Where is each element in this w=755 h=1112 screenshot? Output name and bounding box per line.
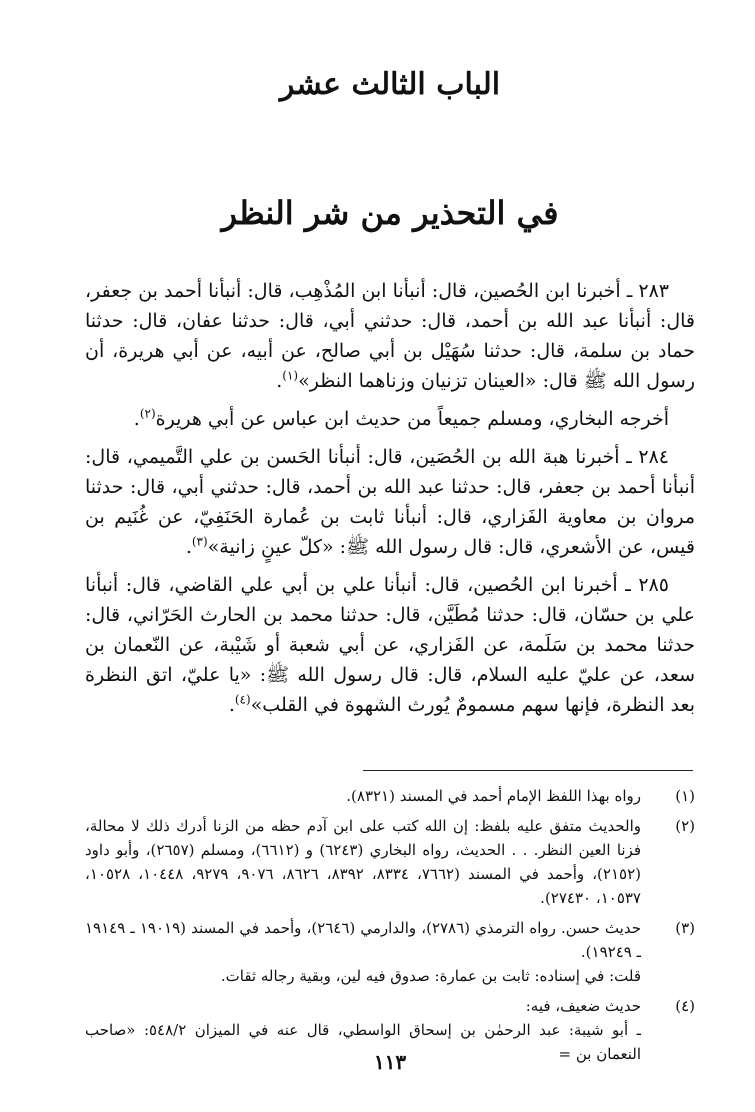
hadith-285 [85, 570, 695, 720]
footnote-number: (٢) [675, 817, 695, 835]
footnote-ref: (٢) [139, 406, 156, 421]
footnote-number: (١) [675, 787, 695, 805]
paragraph-end: . [228, 694, 235, 716]
page-number: ١١٣ [373, 1050, 407, 1074]
takhrij-note [85, 404, 695, 434]
hadith-283 [85, 276, 695, 396]
hadith-284 [85, 442, 695, 562]
footnote-line: حديث ضعيف، فيه: [525, 997, 641, 1015]
footnotes [85, 784, 695, 1072]
footnote-number: (٣) [675, 919, 695, 937]
paragraph-text: ٢٨٥ ـ أخبرنا ابن الحُصين، قال: أنبأنا علي بن أبي علي القاضي، قال: أنبأنا علي بن حسّان، قال: حدثنا مُطَيَّن، قال: حدثنا محمد بن الحارث الحَرّاني، قال: حدثنا محمد بن سَلَمة، عن الفَزاري، عن أبي شعبة أو شَيْبة، عن النّعمان بن سعد، عن عليّ عليه السلام، قال: قال رسول الله ﷺ: «يا عليّ، اتق النظرة بعد النظرة، فإنها سهم مسمومٌ يُورث الشهوة في القلب» [85, 574, 695, 716]
main-text [85, 276, 695, 728]
section-title: في التحذير من شر النظر [221, 194, 559, 232]
footnote-body [85, 916, 641, 988]
footnote-body [85, 814, 641, 910]
footnote-2 [85, 814, 695, 910]
paragraph-text: ٢٨٤ ـ أخبرنا هبة الله بن الحُصَين، قال: أنبأنا الحَسن بن علي التَّميمي، قال: أنبأنا أحمد بن جعفر، قال: حدثنا عبد الله بن أحمد، قال: حدثني أبي، قال: حدثنا مروان بن معاوية الفَزاري، قال: أنبأنا ثابت بن عُمارة الحَنَفِيّ، عن غُنَيم بن قيس، عن الأشعري، قال: قال رسول الله ﷺ: «كلّ عينٍ زانية» [85, 446, 695, 558]
footnote-line: والحديث متفق عليه بلفظ: إن الله كتب على ابن آدم حظه من الزنا أدرك ذلك لا محالة، فزنا العين النظر. . . الحديث، رواه البخاري (٦٢٤٣) و (٦٦١٢)، ومسلم (٢٦٥٧)، وأبو داود (٢١٥٢)، وأحمد في المسند (٧٦٦٢، ٨٣٣٤، ٨٣٩٢، ٨٦٢٦، ٩٠٧٦، ٩٢٧٩، ١٠٤٤٨، ١٠٥٢٨، ١٠٥٣٧، ٢٧٤٣٠). [85, 817, 642, 907]
paragraph-end: . [185, 536, 192, 558]
footnote-1 [85, 784, 695, 808]
footnote-ref: (٤) [234, 692, 251, 707]
footnote-body [85, 784, 641, 808]
footnote-line: حديث حسن. رواه الترمذي (٢٧٨٦)، والدارمي (٢٦٤٦)، وأحمد في المسند (١٩٠١٩ ـ ١٩١٤٩ ـ ١٩٢٤٩). [85, 919, 641, 961]
paragraph-end: . [133, 408, 140, 430]
chapter-title: الباب الثالث عشر [279, 67, 501, 102]
footnote-line: رواه بهذا اللفظ الإمام أحمد في المسند (٨٣٢١). [346, 787, 641, 805]
paragraph-end: . [276, 370, 283, 392]
book-page [85, 0, 695, 1112]
paragraph-text: ٢٨٣ ـ أخبرنا ابن الحُصين، قال: أنبأنا ابن المُذْهِب، قال: أنبأنا أحمد بن جعفر، قال: أنبأنا عبد الله بن أحمد، قال: حدثني أبي، قال: حدثنا عفان، قال: حدثنا حماد بن سلمة، قال: حدثنا سُهَيْل بن أبي صالح، عن أبيه، عن أبي هريرة، أن رسول الله ﷺ قال: «العينان تزنيان وزناهما النظر» [85, 280, 695, 392]
footnote-3 [85, 916, 695, 988]
footnote-line: قلت: في إسناده: ثابت بن عمارة: صدوق فيه لين، وبقية رجاله ثقات. [220, 967, 641, 985]
footnote-number: (٤) [675, 997, 695, 1015]
footnote-ref: (٣) [191, 534, 208, 549]
footnote-divider [363, 770, 693, 771]
paragraph-text: أخرجه البخاري، ومسلم جميعاً من حديث ابن عباس عن أبي هريرة [155, 408, 669, 430]
footnote-ref: (١) [282, 368, 299, 383]
footnote-line: ـ أبو شيبة: عبد الرحمٰن بن إسحاق الواسطي، قال عنه في الميزان ٥٤٨/٢: «صاحب النعمان بن = [85, 1021, 641, 1063]
